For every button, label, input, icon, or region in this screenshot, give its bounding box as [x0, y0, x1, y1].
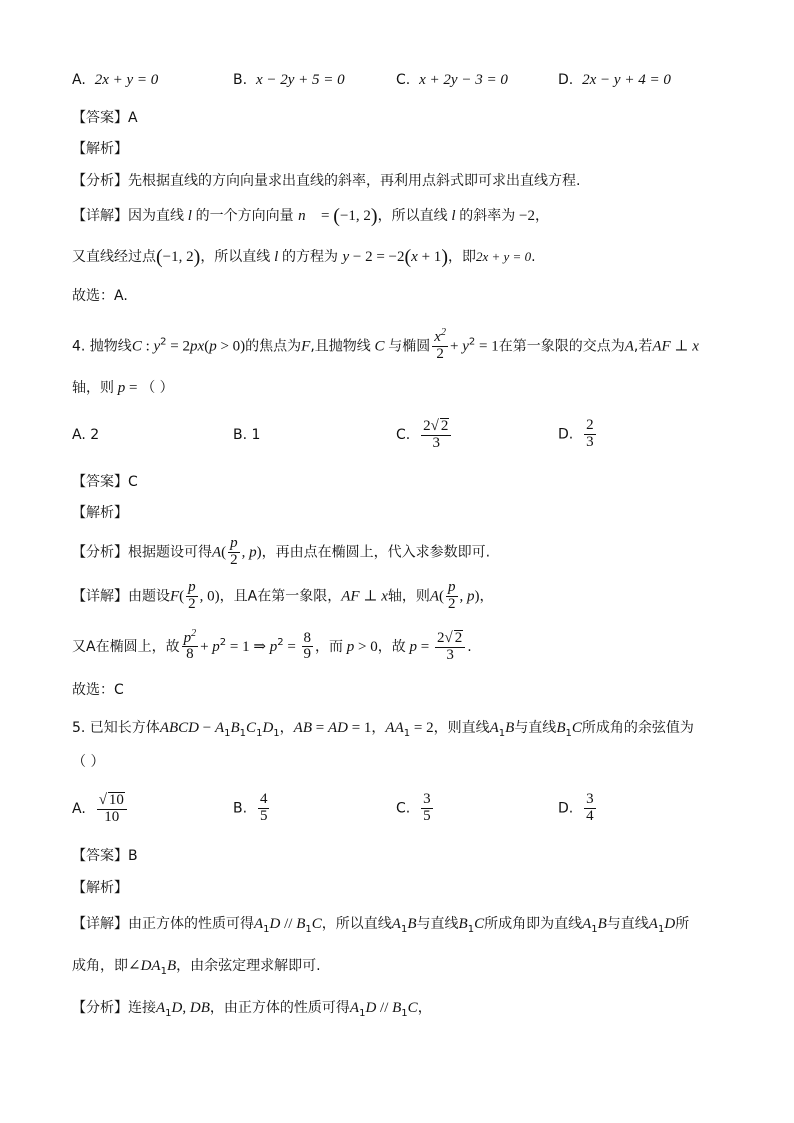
- q3-jiexi: 【解析】: [72, 141, 128, 157]
- q5-fenxi: 【分析】连接$A_1D$, DB，由正方体的性质可得$A_1D // B_1C$，: [72, 1000, 432, 1019]
- q4-line2: 又A在椭圆上，故 $\frac{p^2}{8}$ + $p^2 = 1$ ⇒ $p^2$ = $\frac{8}{9}$ ，而 p > 0，故 p = $\frac{2√ 2}{3}$ .: [72, 627, 472, 663]
- q5-option-b: B. $\frac{4}{5}$: [233, 791, 268, 824]
- q5-option-a: A. $\frac{√ 10}{10}$: [72, 792, 129, 826]
- q4-stem-line2: 轴，则 p = （ ）: [72, 380, 174, 396]
- q5-xiangjie: 【详解】由正方体的性质可得$A_1D // B_1C$，所以直线$A_1B$与直线$B_1C$所成角即为直线$A_1B$与直线$A_1D$所: [72, 916, 690, 935]
- q5-jiexi: 【解析】: [72, 880, 128, 896]
- q4-jiexi: 【解析】: [72, 505, 128, 521]
- q4-guxuan: 故选：C: [72, 682, 124, 698]
- q4-option-b: B. 1: [233, 427, 261, 443]
- q5-answer: 【答案】B: [72, 848, 138, 864]
- q5-stem: 5. 已知长方体ABCD − $A_1B_1C_1D_1$，AB = AD = 1，$AA_1 = 2$，则直线$A_1B$与直线$B_1C$所成角的余弦值为: [72, 720, 694, 739]
- q5-option-c: C. $\frac{3}{5}$: [396, 791, 431, 824]
- q3-option-a: A. 2x + y = 0: [72, 72, 159, 88]
- q4-option-c: C. $\frac{2√ 2}{3}$: [396, 418, 453, 452]
- q3-fenxi: 【分析】先根据直线的方向向量求出直线的斜率，再利用点斜式即可求出直线方程.: [72, 173, 581, 189]
- q5-line2: 成角，即$\angle DA_1B$，由余弦定理求解即可.: [72, 958, 321, 977]
- q3-answer: 【答案】A: [72, 110, 138, 126]
- q3-option-d: D. 2x − y + 4 = 0: [558, 72, 671, 88]
- q4-answer: 【答案】C: [72, 474, 138, 490]
- q5-option-d: D. $\frac{3}{4}$: [558, 791, 594, 824]
- q4-option-d: D. $\frac{2}{3}$: [558, 417, 594, 450]
- q4-option-a: A. 2: [72, 427, 100, 443]
- q4-fenxi: 【分析】根据题设可得A( $\frac{p}{2}$ , p)，再由点在椭圆上，代入求参数即可.: [72, 535, 491, 568]
- q4-stem: 4. 抛物线C : $y^2 = 2px(p > 0)$的焦点为F,且抛物线 C 与椭圆 $\frac{x^2}{2}$ + $y^2 = 1$在第一象限的交点为A,若AF ⊥ x: [72, 327, 699, 362]
- q3-xiangjie: 【详解】因为直线 l 的一个方向向量 n⃗ = (−1, 2)，所以直线 l 的斜率为 −2，: [72, 205, 549, 227]
- q5-stem-paren: （ ）: [72, 754, 105, 770]
- q3-line2: 又直线经过点(−1, 2)，所以直线 l 的方程为 y − 2 = −2(x + 1)，即2x + y = 0.: [72, 246, 536, 268]
- q3-option-b: B. x − 2y + 5 = 0: [233, 72, 345, 88]
- q3-guxuan: 故选：A.: [72, 288, 128, 304]
- q3-option-c: C. x + 2y − 3 = 0: [396, 72, 508, 88]
- q4-xiangjie: 【详解】由题设F( $\frac{p}{2}$ , 0)，且A在第一象限，AF ⊥ x轴，则A( $\frac{p}{2}$ , p)，: [72, 579, 494, 612]
